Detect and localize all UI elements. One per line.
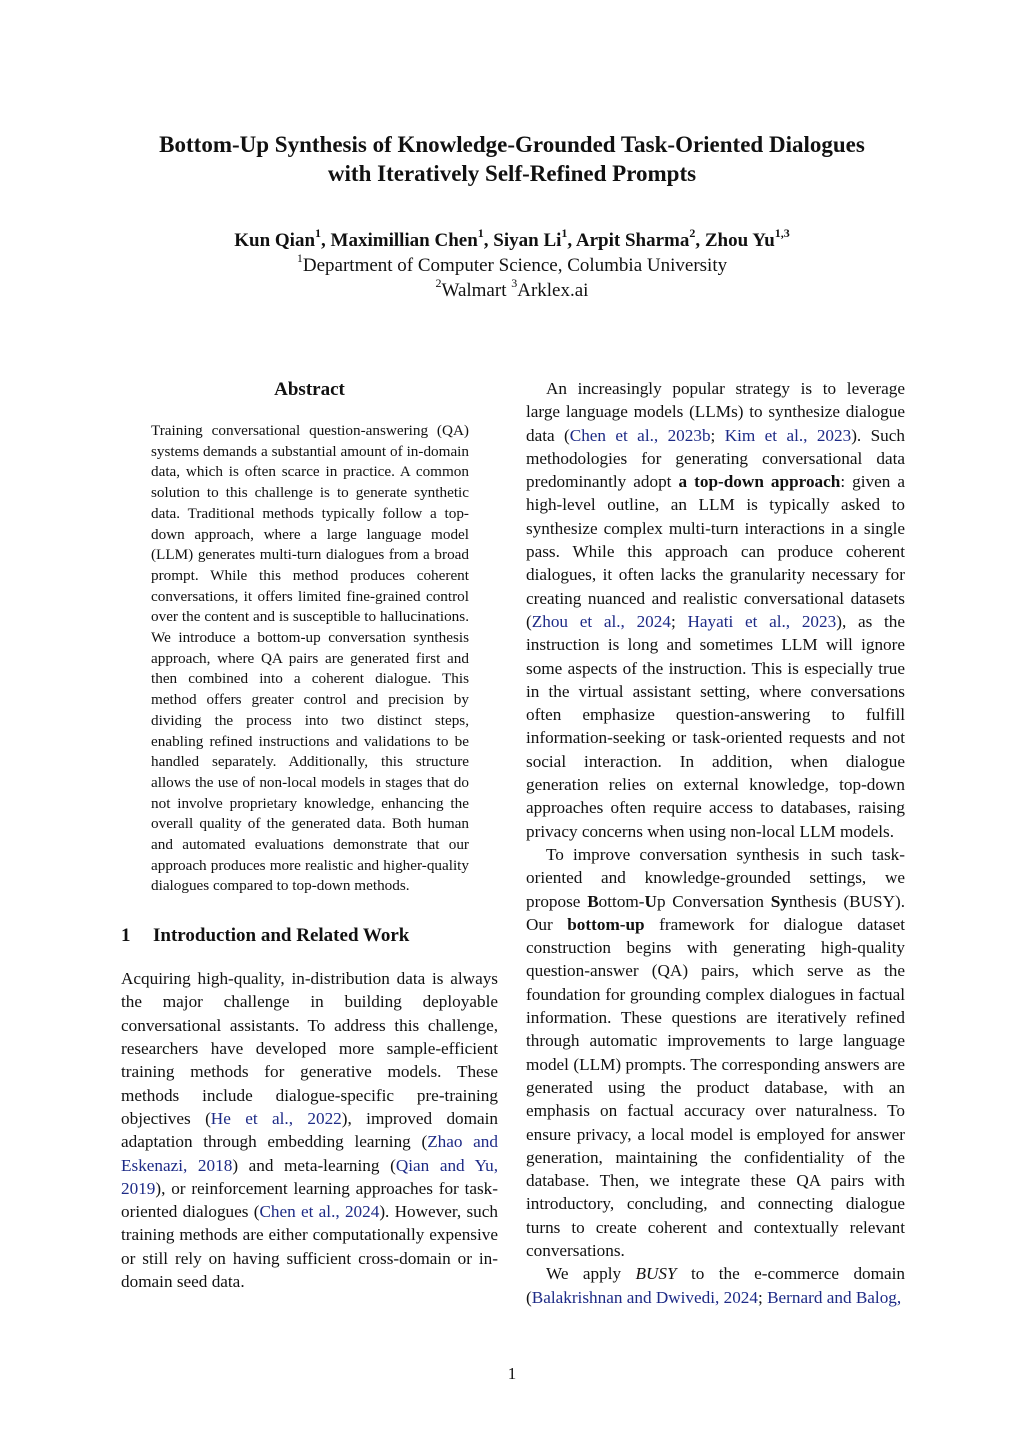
affiliation-line-1 (100, 250, 924, 278)
text-run: ; (758, 1287, 768, 1307)
text-run: We apply (546, 1264, 636, 1284)
bold-letter: B (587, 891, 599, 911)
affiliation: Department of Computer Science, Columbia University (302, 255, 728, 276)
author-name: Siyan Li (493, 230, 562, 251)
affiliation: Walmart (441, 280, 507, 301)
citation-link[interactable]: Chen et al., 2023b (569, 425, 711, 445)
affiliation-mark: 3 (511, 275, 518, 290)
citation-link[interactable]: Hayati et al., 2023 (687, 611, 837, 631)
bold-letter: Sy (770, 891, 789, 911)
right-paragraph-2 (526, 843, 905, 1262)
text-run: ), as the instruction is long and sometimes LLM will ignore some aspects of the instruction. This is especially true in the virtual assistant setting, where conversations often emphasize question-answering to fulfill information-seeking or task-oriented requests and not social interaction. In addition, when dialogue generation relies on external knowledge, top-down approaches often require access to databases, raising privacy concerns when using non-local LLM models. (526, 611, 905, 841)
text-run: ; (670, 611, 688, 631)
affiliation-mark: 1 (477, 225, 484, 240)
abstract-heading: Abstract (274, 379, 345, 400)
text-run: ; (710, 425, 725, 445)
section-number: 1 (121, 925, 131, 947)
author-name: Zhou Yu (704, 230, 775, 251)
author-block (100, 225, 924, 303)
text-run: Acquiring high-quality, in-distribution data is always the major challenge in building deployable conversational assistants. To address this challenge, researchers have developed more sample-efficient training methods for generative models. These methods include dialogue-specific pre-training objectives ( (121, 969, 498, 1128)
text-run: : given a high-level outline, an LLM is typically asked to synthesize complex multi-turn interactions in a single pass. While this approach can produce coherent dialogues, it often lacks the granularity necessary for creating nuanced and realistic conversational datasets ( (526, 472, 905, 631)
affiliation: Arklex.ai (517, 280, 589, 301)
intro-paragraph-1 (121, 967, 498, 1293)
arxiv-sidebar (0, 0, 80, 1448)
right-paragraph-1 (526, 377, 905, 843)
paper-title (100, 130, 924, 188)
affiliation-mark: 1 (296, 250, 303, 265)
section-title: Introduction and Related Work (153, 925, 410, 947)
affiliation-mark: 2 (689, 225, 696, 240)
affiliation-mark: 1 (315, 225, 322, 240)
affiliation-mark: 2 (435, 275, 442, 290)
citation-link[interactable]: Balakrishnan and Dwivedi, 2024 (531, 1287, 758, 1307)
text-run: To improve conversation synthesis in such task-oriented and knowledge-grounded settings, we propose (526, 844, 905, 911)
bold-phrase: bottom-up (567, 914, 645, 934)
affiliation-line-2 (100, 275, 924, 303)
author-separator: , (483, 230, 494, 251)
author-name: Arpit Sharma (575, 230, 690, 251)
citation-link[interactable]: Kim et al., 2023 (724, 425, 852, 445)
text-run: An increasingly popular strategy is to leverage large language models (LLMs) to synthesize dialogue data ( (526, 379, 905, 445)
abstract-text: Training conversational question-answering (QA) systems demands a substantial amount of in-domain data, which is often scarce in practice. A common solution to this challenge is to generate synthetic data. Traditional methods typically follow a top-down approach, where a large language model (LLM) generates multi-turn dialogues from a broad prompt. While this method produces coherent conversations, it offers limited fine-grained control over the content and is susceptible to hallucinations. We introduce a bottom-up conversation synthesis approach, where QA pairs are generated first and then combined into a coherent dialogue. This method offers greater control and precision by dividing the process into two distinct steps, enabling refined instructions and validations to be handled separately. Additionally, this structure allows the use of non-local models in stages that do not involve proprietary knowledge, enhancing the overall quality of the generated data. Both human and automated evaluations demonstrate that our approach produces more realistic and higher-quality dialogues compared to top-down methods. (151, 422, 469, 895)
text-run: ), improved domain adaptation through embedding learning ( (121, 1108, 498, 1152)
citation-link[interactable]: Zhao and Eskenazi, 2018 (121, 1132, 498, 1175)
italic-name: BUSY (635, 1264, 677, 1284)
author-name: Kun Qian (234, 230, 316, 251)
citation-link[interactable]: Chen et al., 2024 (259, 1202, 380, 1222)
section-heading (121, 923, 498, 949)
citation-link[interactable]: Bernard and Balog, (767, 1287, 902, 1307)
author-separator: , (695, 230, 705, 251)
citation-link[interactable]: Zhou et al., 2024 (531, 611, 671, 631)
text-run: p Conversation (656, 891, 771, 911)
right-column (526, 377, 905, 1309)
text-run: ). Such methodologies for generating conversational data predominantly adopt (526, 425, 905, 492)
text-run: ) and meta-learning ( (232, 1155, 396, 1175)
author-names (100, 225, 924, 253)
text-run: nthesis (BUSY). Our (526, 891, 905, 934)
author-separator: , (321, 230, 331, 251)
right-paragraph-3 (526, 1262, 905, 1309)
citation-link[interactable]: He et al., 2022 (210, 1108, 342, 1128)
author-separator: , (567, 230, 576, 251)
affiliation-mark: 1,3 (774, 225, 790, 240)
title-line-2: with Iteratively Self-Refined Prompts (327, 161, 697, 186)
text-run: ). However, such training methods are either computationally expensive or still rely on having sufficient cross-domain or in-domain seed data. (121, 1202, 498, 1292)
text-run: framework for dialogue dataset construction begins with generating high-quality question-answer (QA) pairs, which serve as the foundation for grounding complex dialogues in factual information. These questions are iteratively refined through automatic improvements to large language model (LLM) prompts. The corresponding answers are generated using the product database, with an emphasis on factual accuracy over naturalness. To ensure privacy, a local model is employed for answer generation, maintaining the confidentiality of the database. Then, we integrate these QA pairs with introductory, concluding, and connecting dialogue turns to create coherent and contextually relevant conversations. (526, 914, 905, 1260)
bold-letter: U (644, 891, 657, 911)
page-number: 1 (507, 1364, 517, 1383)
affiliation-mark: 1 (561, 225, 568, 240)
title-line-1: Bottom-Up Synthesis of Knowledge-Grounded Task-Oriented Dialogues (159, 132, 865, 157)
text-run: to the e-commerce domain ( (526, 1264, 905, 1307)
left-column (121, 377, 498, 1293)
text-run: ), or reinforcement learning approaches for task-oriented dialogues ( (121, 1178, 498, 1222)
text-run: ottom- (598, 891, 645, 911)
author-name: Maximillian Chen (330, 230, 478, 251)
citation-link[interactable]: Qian and Yu, 2019 (121, 1155, 498, 1198)
bold-phrase: a top-down approach (678, 472, 841, 492)
